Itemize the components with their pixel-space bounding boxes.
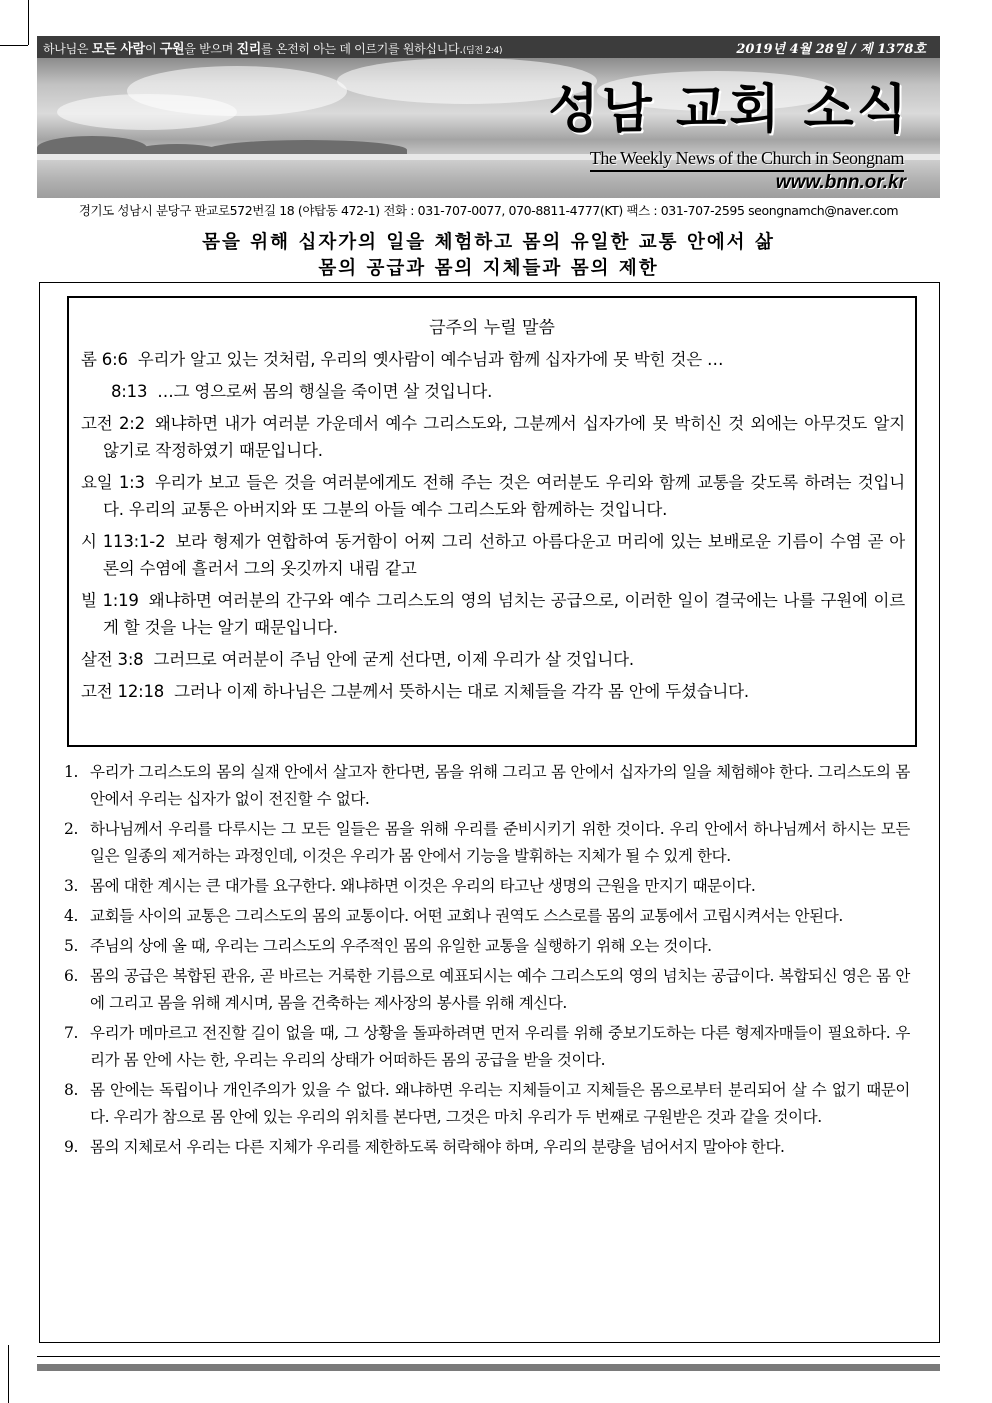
- scripture-verse: [81, 378, 905, 405]
- scripture-reference: 롬 6:6: [81, 350, 128, 369]
- scripture-verse: [81, 587, 905, 641]
- motto-text: 하나님은 모든 사람이 구원을 받으며 진리를 온전히 아는 데 이르기를 원하십니다.(딤전 2:4): [43, 41, 503, 57]
- newsletter-title: 성남 교회 소식: [548, 80, 910, 140]
- scripture-reference: 고전 12:18: [81, 682, 165, 701]
- masthead-banner: [37, 36, 940, 198]
- scripture-text: 왜냐하면 여러분의 간구와 예수 그리스도의 영의 넘치는 공급으로, 이러한 일이 결국에는 나를 구원에 이르게 할 것을 나는 알기 때문입니다.: [103, 591, 905, 637]
- point-text: 몸에 대한 계시는 큰 대가를 요구한다. 왜냐하면 이것은 우리의 타고난 생명의 근원을 만지기 때문이다.: [90, 877, 756, 895]
- issue-date-number: 2019년 4월 28일 / 제 1378호: [736, 42, 926, 57]
- point-text: 교회들 사이의 교통은 그리스도의 몸의 교통이다. 어떤 교회나 권역도 스스로를 몸의 교통에서 고립시켜서는 안된다.: [90, 907, 843, 925]
- point-number: 1.: [64, 763, 78, 781]
- message-point: [64, 759, 910, 813]
- point-text: 몸의 지체로서 우리는 다른 지체가 우리를 제한하도록 허락해야 하며, 우리의 분량을 넘어서지 말아야 한다.: [90, 1138, 785, 1156]
- point-number: 8.: [64, 1081, 78, 1099]
- scripture-reference: 시 113:1-2: [81, 532, 166, 551]
- point-number: 3.: [64, 877, 78, 895]
- scripture-text: 그러므로 여러분이 주님 안에 굳게 선다면, 이제 우리가 살 것입니다.: [153, 650, 634, 669]
- message-points: [64, 759, 910, 1164]
- scripture-reference: 살전 3:8: [81, 650, 144, 669]
- point-number: 2.: [64, 820, 78, 838]
- point-text: 몸 안에는 독립이나 개인주의가 있을 수 없다. 왜냐하면 우리는 지체들이고 지체들은 몸으로부터 분리되어 살 수 없기 때문이다. 우리가 참으로 몸 안에 있는 우리의 위치를 본다면, 그것은 마치 우리가 두 번째로 구원받은 것과 같을 것이다.: [90, 1081, 910, 1126]
- scripture-text: …그 영으로써 몸의 행실을 죽이면 살 것입니다.: [157, 382, 493, 401]
- corner-mark-top-left-h: [0, 45, 28, 46]
- point-number: 4.: [64, 907, 78, 925]
- motto-bar: [37, 36, 940, 58]
- point-text: 우리가 그리스도의 몸의 실재 안에서 살고자 한다면, 몸을 위해 그리고 몸 안에서 십자가의 일을 체험해야 한다. 그리스도의 몸 안에서 우리는 십자가 없이 전진할 수 없다.: [90, 763, 910, 808]
- scripture-verse: [81, 346, 905, 373]
- footer-thick-rule: [37, 1364, 940, 1371]
- scripture-text: 우리가 알고 있는 것처럼, 우리의 옛사람이 예수님과 함께 십자가에 못 박힌 것은 …: [137, 350, 724, 369]
- scripture-reference: 고전 2:2: [81, 414, 145, 433]
- message-point: [64, 933, 910, 960]
- point-text: 주님의 상에 올 때, 우리는 그리스도의 우주적인 몸의 유일한 교통을 실행하기 위해 오는 것이다.: [90, 937, 712, 955]
- scripture-verse: [81, 646, 905, 673]
- message-point: [64, 903, 910, 930]
- scripture-heading: 금주의 누릴 말씀: [429, 318, 555, 338]
- headline-line-2: 몸의 공급과 몸의 지체들과 몸의 제한: [318, 258, 659, 279]
- message-point: [64, 873, 910, 900]
- scripture-list: [69, 346, 915, 705]
- point-text: 우리가 메마르고 전진할 길이 없을 때, 그 상황을 돌파하려면 먼저 우리를 위해 중보기도하는 다른 형제자매들이 필요하다. 우리가 몸 안에 사는 한, 우리는 우리의 상태가 어떠하든 몸의 공급을 받을 것이다.: [90, 1024, 910, 1069]
- footer-thin-rule: [37, 1356, 940, 1357]
- church-address: 경기도 성남시 분당구 판교로572번길 18 (야탑동 472-1) 전화 : 031-707-0077, 070-8811-4777(KT) 팩스 : 031-707-2595 seongnamch@naver.com: [78, 203, 899, 218]
- scripture-verse: [81, 469, 905, 523]
- scripture-text: 보라 형제가 연합하여 동거함이 어찌 그리 선하고 아름다운고 머리에 있는 보배로운 기름이 수염 곧 아론의 수염에 흘러서 그의 옷깃까지 내림 같고: [103, 532, 905, 578]
- scripture-verse: [81, 678, 905, 705]
- point-number: 5.: [64, 937, 78, 955]
- point-text: 몸의 공급은 복합된 관유, 곧 바르는 거룩한 기름으로 예표되시는 예수 그리스도의 영의 넘치는 공급이다. 복합되신 영은 몸 안에 그리고 몸을 위해 계시며, 몸을 건축하는 제사장의 봉사를 위해 계신다.: [90, 967, 910, 1012]
- scripture-verse: [81, 528, 905, 582]
- point-number: 6.: [64, 967, 78, 985]
- newsletter-subtitle: The Weekly News of the Church in Seongnam: [590, 148, 904, 172]
- message-point: [64, 1077, 910, 1131]
- corner-mark-top-left-v: [28, 0, 29, 45]
- message-point: [64, 1134, 910, 1161]
- corner-mark-bottom-left: [8, 1345, 9, 1403]
- point-number: 7.: [64, 1024, 78, 1042]
- website-link[interactable]: www.bnn.or.kr: [775, 172, 906, 193]
- scripture-text: 그러나 이제 하나님은 그분께서 뜻하시는 대로 지체들을 각각 몸 안에 두셨습니다.: [174, 682, 749, 701]
- scripture-box: [67, 296, 917, 747]
- point-number: 9.: [64, 1138, 78, 1156]
- scripture-text: 우리가 보고 들은 것을 여러분에게도 전해 주는 것은 여러분도 우리와 함께 교통을 갖도록 하려는 것입니다. 우리의 교통은 아버지와 또 그분의 아들 예수 그리스도와 함께하는 것입니다.: [103, 473, 905, 519]
- headline-line-1: 몸을 위해 십자가의 일을 체험하고 몸의 유일한 교통 안에서 삶: [202, 232, 775, 253]
- scripture-verse: [81, 410, 905, 464]
- scripture-reference: 8:13: [111, 382, 148, 401]
- point-text: 하나님께서 우리를 다루시는 그 모든 일들은 몸을 위해 우리를 준비시키기 위한 것이다. 우리 안에서 하나님께서 하시는 모든 일은 일종의 제거하는 과정인데, 이것은 우리가 몸 안에서 기능을 발휘하는 지체가 될 수 있게 한다.: [90, 820, 910, 865]
- message-point: [64, 1020, 910, 1074]
- scripture-reference: 요일 1:3: [81, 473, 145, 492]
- message-point: [64, 816, 910, 870]
- scripture-text: 왜냐하면 내가 여러분 가운데서 예수 그리스도와, 그분께서 십자가에 못 박히신 것 외에는 아무것도 알지 않기로 작정하였기 때문입니다.: [103, 414, 905, 460]
- message-point: [64, 963, 910, 1017]
- scripture-reference: 빌 1:19: [81, 591, 139, 610]
- sky-cloud: [57, 94, 237, 130]
